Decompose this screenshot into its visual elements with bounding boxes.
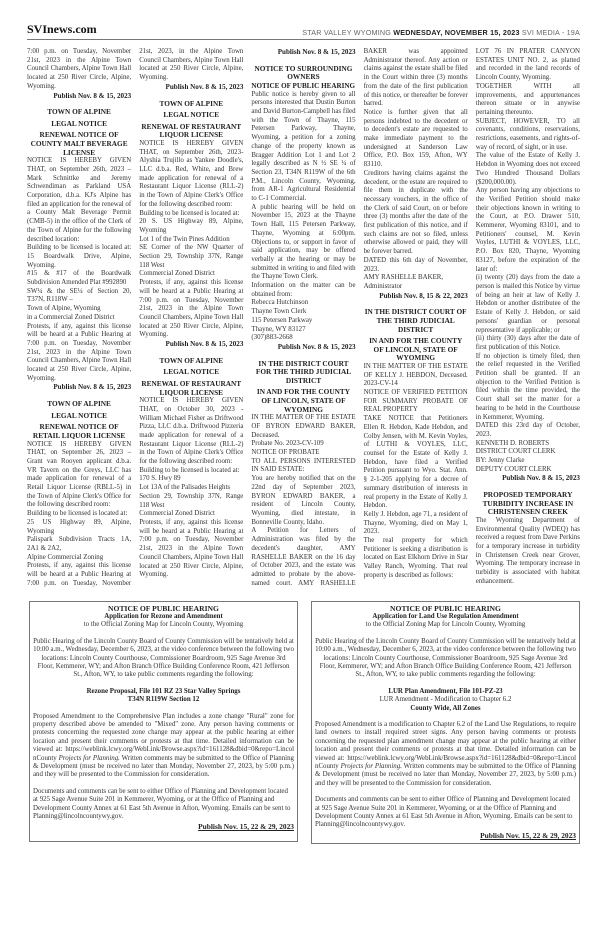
body-text-2: Written comments may be submitted to the Office of Planning & Development (must be received no later than Monday, November 27, 2023, by 5:00 p.m.) and they will be presented to the Commission for consideration. (315, 763, 576, 787)
notice-paragraph: The value of the Estate of Kelly J. Hebdon in Wyoming does not exceed Two Hundred Thousand Dollars ($200,000.00). (475, 152, 580, 186)
notice-paragraph: NOTICE OF VERIFIED PETITION FOR SUMMARY PROBATE OF REAL PROPERTY (363, 389, 468, 414)
notice-heading: TOWN OF ALPINE (47, 107, 111, 117)
notice-paragraph: 20 S. US Highway 89, Alpine, Wyoming (139, 218, 244, 234)
notice-paragraph: KENNETH D. ROBERTS (475, 439, 550, 447)
spacer (33, 705, 294, 713)
notice-paragraph: The real property for which Petitioner is seeking a distribution is located on East Elkhorn Drive in Star Valley Ranch, Wyoming. That real property is described as follows: (363, 537, 468, 579)
box-title: NOTICE OF PUBLIC HEARING (108, 603, 219, 613)
notice-paragraph: (i) twenty (20) days from the date a person is mailed this Notice by virtue of being an heir at law of Kelly J. Hebdon or another distributee of the Estate of Kelly J. Hebdon, or said persons' guardian or personal representative if applicable; or (475, 274, 580, 334)
notice-paragraph: Probate No. 2023-CV-109 (251, 440, 324, 448)
notice-paragraph: #15 & #17 of the Boardwalk Subdivision Amended Plat #992890 (27, 270, 132, 287)
notice-paragraph: Commercial Zoned District (139, 510, 215, 518)
publish-dates: Publish Nov. 8 & 15, 2023 (277, 48, 356, 56)
notice-paragraph: SW¼ & the SE¼ of Section 20, T37N, R118W – (27, 287, 132, 304)
spacer (315, 680, 576, 688)
notice-heading: RENEWAL OF RESTAURANT LIQUOR LICENSE (141, 378, 242, 397)
notice-paragraph: Alpine Commercial Zoning (27, 553, 104, 561)
notice-paragraph: Building to be licensed is located at: 15 Boardwalk Drive, Alpine, Wyoming. (27, 244, 132, 269)
notice-paragraph: Palispark Subdivision Tracts 1A, 2A1 & 2A2, (27, 536, 132, 552)
notice-paragraph: 7:00 p.m. on Tuesday, November 21st, 2023 in the Alpine Town Council Chambers, Alpine Town Hall located at 250 River Circle, Alpine, Wyoming. (27, 48, 132, 90)
notice-paragraph: Protests, if any, against this license will be heard at a Public Hearing at 7:00 p.m. on Tuesday, November 21st, 2023 in the Alpine Town Council Chambers, Alpine Town Hall located at 250 River Circle, Alpine, Wyoming. (139, 518, 244, 579)
publish-dates: Publish Nov. 15, 22 & 29, 2023 (198, 822, 294, 832)
notice-paragraph: NOTICE OF PROBATE (251, 449, 320, 457)
notice-heading: RENEWAL NOTICE OF COUNTY MALT BEVERAGE LICENSE (30, 130, 128, 157)
notice-paragraph: NOTICE IS HEREBY GIVEN THAT, on September 26th, 2023 –Mark Schnittke and Jeremy Schwendiman as Parkland USA Corporation, d.b.a. KJ's Alpine has filed an application for the renewal of a County Malt Beverage Permit (CMB-5) in the office of the Clerk of the Town of Alpine for the following described location: (27, 157, 132, 243)
issue-date: WEDNESDAY, NOVEMBER 15, 2023 (393, 28, 520, 37)
notice-paragraph: AMY RASHELLE BAKER, (363, 274, 444, 282)
spacer (315, 630, 576, 638)
notice-paragraph: DATED this 23rd day of October, 2023. (475, 422, 580, 438)
notice-paragraph: If no objection is timely filed, then the relief requested in the Verified Petition shall be granted. If an objection to the Verified Petition is filed within the time provided, the Court shall set the matter for a hearing to be held in the Courthouse in Kemmerer, Wyoming. (475, 352, 580, 421)
notice-paragraph: Creditors having claims against the decedent, or the estate are required to file them in duplicate with the necessary vouchers, in the office of the Clerk of said Court, on or before three (3) months after the date of the first publication of this notice, and if such claims are not so filed, unless otherwise allowed or paid, they will be forever barred. (363, 169, 468, 256)
proposal-body (315, 721, 576, 788)
notice-paragraph: Any person having any objections to the Verified Petition should make their objections known in writing to the Court, at P.O. Drawer 510, Kemmerer, Wyoming 83101, and to Petitioners' counsel, M. Kevin Voyles, LUTHI & VOYLES, LLC, P.O. Box 820, Thayne, Wyoming 83127, before the expiration of the later of: (475, 187, 580, 273)
notice-paragraph: NOTICE IS HEREBY GIVEN THAT, on September 26th, 2023- Alyshia Trujillo as Yankee Doodle's, LLC d.b.a. Red, White, and Brew made application for renewal of a Restaurant Liquor License (RLL-2) in the Town of Alpine Clerk's Office for the following described room: (139, 139, 244, 208)
legal-notice (476, 491, 580, 586)
notice-paragraph: TOGETHER WITH all improvements, and appurtenances thereon situate or in anywise pertaining thereunto. (475, 82, 580, 116)
notice-paragraph: You are hereby notified that on the 22nd day of September 2023, BYRON EDWARD BAKER, a resident of Lincoln County, Wyoming, died intestate, in Bonneville County, Idaho. (251, 475, 356, 526)
notice-paragraph: 25 US Highway 89, Alpine, Wyoming (27, 518, 132, 535)
notice-paragraph: Kelly J. Hebdon, age 71, a resident of Thayne, Wyoming, died on May 1, 2023. (363, 510, 468, 536)
notice-paragraph: TAKE NOTICE that Petitioners Ellen R. Hebdon, Kade Hebdon, and Colby Jensen, with M. Kevin Voyles, of LUTHI & VOYLES, LLC, counsel for the Estate of Kelly J. Hebdon, have filed a Verified Petition pursuant to Wyo. Stat. Ann. § 2-1-205 applying for a decree of summary distribution of interests in real property in the Estate of Kelly J. Hebdon. (363, 415, 468, 510)
notice-paragraph: SUBJECT, HOWEVER, TO all covenants, conditions, reservations, restrictions, easements, and rights-of-way of record, of sight, or in use. (475, 117, 580, 151)
notice-paragraph: A public hearing will be held on November 15, 2023 at the Thayne Town Hall, 115 Petersen Parkway, Thayne, Wyoming at 6:00pm. Objections to, or support in favor of said application, may be offered verbally at the hearing or may be submitted in writing to and filed with the Thayne Town Clerk. (251, 203, 356, 281)
notice-paragraph: Thayne Town Clerk (251, 308, 307, 316)
notice-heading: LEGAL NOTICE (163, 367, 220, 377)
notice-paragraph: Protests, if any, against this license will be heard at a Public Hearing at 7:00 p.m. on Tuesday, November 21st, 2023, in the Alpine Town Council Chambers, Alpine Town Hall located at 250 River Circle, Alpine, Wyoming. (27, 48, 244, 587)
notice-paragraph: A Petition for Letters of Administration was filed by the decedent's daughter, AMY RASHELLE BAKER on the 16 day of October 2023, and the estate was admitted to probate by the above-named court. AMY RASHELLE BAKER was appointed Administrator thereof. Any action or claims against the estate shall be filed in the Court within three (3) months from the date of the first publication of this notice, or thereafter be forever barred. (251, 48, 468, 587)
notice-paragraph: Lot 1 of the Twin Pines Addition (139, 235, 230, 243)
weblink-url[interactable]: https://weblink.lcwy.org/WebLink/Browse.aspx?id=161128&dbid=0&repo=LincolnCounty (315, 754, 576, 770)
notice-paragraph: BY: Jenny Clarke (475, 457, 525, 465)
publish-dates: Publish Nov. 8 & 15, 2023 (165, 82, 244, 91)
proposal-line: T34N R119W Section 12 (127, 696, 200, 704)
notice-heading: TOWN OF ALPINE (159, 98, 224, 108)
contact-info: Documents and comments can be sent to either Office of Planning and Development located at 925 Sage Avenue Suite 201 in Kemmerer, Wyoming, or at the Office of Planning and Development County Annex at 61 East 5th Avenue in Afton, Wyoming. Emails can be sent to Planning@lincolncountywy.gov. (315, 796, 573, 829)
proposal-line: LUR Amendment - Modification to Chapter 6.2 (379, 696, 512, 704)
notice-paragraph: 115 Petersen Parkway (251, 316, 313, 324)
notice-heading: IN AND FOR THE COUNTY OF LINCOLN, STATE OF WYOMING (369, 336, 463, 363)
notice-paragraph: Thayne, WY 83127 (251, 325, 306, 333)
legal-notice (251, 65, 355, 352)
notice-heading: IN THE DISTRICT COURT FOR THE THIRD JUDICIAL DISTRICT (255, 358, 352, 385)
notice-paragraph: Protests, if any, against this license will be heard at a Public Hearing at 7:00 p.m. on Tuesday, November 21st, 2023 in the Alpine Town Council Chambers, Alpine Town Hall located at 250 River Circle, Alpine, Wyoming. (27, 322, 132, 382)
notice-paragraph: Building to be licensed is located at: (139, 466, 240, 474)
hearing-intro: Public Hearing of the Lincoln County Board of County Commission will be tentatively held at 10:00 a.m., Wednesday, December 6, 2023, at the video conference between the following two locations: Lincoln County Courthouse, Commissioner Boardroom, 925 Sage Avenue 3rd Floor, Kemmerer, WY; and Afton Branch Office Building Conference Room, 421 Jefferson St., Afton, WY, to take public comments regarding the following: (315, 637, 576, 679)
publish-dates: Publish Nov. 8 & 15, 2023 (165, 340, 244, 349)
notice-paragraph: Building to be licensed is located at: (139, 209, 240, 217)
notice-paragraph: DEPUTY COURT CLERK (475, 465, 552, 473)
legal-notice (27, 48, 131, 100)
notice-paragraph: in a Commercial Zoned District (27, 313, 115, 321)
body-text-2: Written comments may be submitted to the Office of Planning & Development (must be received no later than Monday, November 27, 2023, by 5:00 p.m.) and they will be presented to the Commission for consideration. (33, 754, 294, 779)
legal-notice (139, 100, 243, 349)
notice-paragraph: DISTRICT COURT CLERK (475, 448, 556, 456)
notice-paragraph: Public notice is hereby given to all persons interested that Dustin Burton and David Burton-Campbell has filed with the Town of Thayne, 115 Petersen Parkway, Thayne, Wyoming, a petition for a zoning change of the property known as Bragger Addition Lot 1 and Lot 2 legally described as N ½ SE ¼ of Section 23, T34N R119W of the 6th P.M., Lincoln County, Wyoming, from AR-1 Agricultural Residential to C-1 Commercial. (251, 90, 356, 203)
legal-notices-columns (27, 48, 580, 589)
notice-paragraph: SE Corner of the NW Quarter of Section 29, Township 37N, Range 118 West (139, 244, 244, 269)
notice-paragraph: Administrator (363, 282, 403, 290)
notice-paragraph: Rebecca Hutchinson (251, 299, 309, 307)
edition-line (302, 28, 580, 37)
notice-paragraph: (ii) thirty (30) days after the date of first publication of this Notice. (475, 335, 580, 351)
weblink-url[interactable]: https://weblink.lcwy.org/WebLink/Browse.aspx?id=161128&dbid=0&repo=LincolnCounty (33, 746, 294, 762)
page-header (27, 22, 580, 40)
notice-heading: RENEWAL OF RESTAURANT LIQUOR LICENSE (141, 121, 242, 140)
notice-paragraph: IN THE MATTER OF THE ESTATE OF BYRON EDWARD BAKER, Deceased. (251, 414, 356, 439)
notice-paragraph: NOTICE IS HEREBY GIVEN THAT, on September 26, 2023 – Grant van Rooyen applicant d.b.a. VR Tavern on the Greys, LLC has made application for renewal of a Retail Liquor License (RBLL-5) in the Town of Alpine Clerk's Office for the following described room: (27, 440, 132, 509)
publish-dates: Publish Nov. 15, 22 & 29, 2023 (480, 830, 576, 840)
box-subtitle-2: to the Official Zoning Map for Lincoln County, Wyoming (83, 621, 244, 629)
publish-dates: Publish Nov. 8, 15 & 22, 2023 (379, 291, 468, 300)
contact-info: Documents and comments can be sent to either Office of Planning and Development located at 925 Sage Avenue Suite 201 in Kemmerer, Wyoming, or at the Office of Planning and Development County Annex at 61 East 5th Avenue in Afton, Wyoming. Emails can be sent to Planning@lincolncountywy.gov. (33, 787, 291, 821)
notice-heading: TOWN OF ALPINE (159, 355, 224, 365)
spacer (33, 780, 294, 788)
notice-paragraph: Protests, if any, against this license will be heard at a Public Hearing at 7:00 p.m. on Tuesday, November 21st, 2023 in the Alpine Town Council Chambers, Alpine Town Hall located at 250 River Circle, Alpine, Wyoming. (139, 279, 244, 339)
lur-amendment-hearing-notice (311, 601, 580, 845)
notice-paragraph: The Wyoming Department of Environmental Quality (WDEQ) has received a request from Dave Perkins for a temporary increase in turbidity in Christensen Creek near Grover, Wyoming. The temporary increase in turbidity is associated with habitat enhancement. (475, 516, 580, 585)
notice-paragraph: Section 29, Township 37N, Range 118 West (139, 492, 244, 509)
publish-dates: Publish Nov. 8 & 15, 2023 (502, 474, 580, 483)
notice-heading: RENEWAL NOTICE OF RETAIL LIQUOR LICENSE (32, 422, 126, 440)
publish-dates: Publish Nov. 8 & 15, 2023 (53, 383, 132, 392)
site-name[interactable]: SVInews.com (27, 22, 97, 36)
notice-paragraph: Information on the matter can be obtained from: (251, 282, 356, 298)
notice-heading: NOTICE TO SURROUNDING OWNERS (254, 63, 353, 82)
spacer (315, 713, 576, 721)
proposal-line: Rezone Proposal, File 101 RZ 23 Star Valley Springs (86, 687, 241, 695)
projects-link[interactable]: Projects for Planning. (340, 763, 402, 770)
notice-heading: LEGAL NOTICE (51, 410, 107, 420)
spacer (315, 788, 576, 796)
legal-notice (27, 108, 131, 392)
publish-dates: Publish Nov. 8 & 15, 2023 (277, 342, 356, 351)
notice-paragraph: Notice is further given that all persons indebted to the decedent or to decedent's estate are requested to make immediate payment to the undersigned at Sanderson Law Office, P.O. Box 159, Afton, WY 83110. (363, 108, 468, 169)
notice-paragraph: Commercial Zoned District (139, 270, 215, 278)
region: STAR VALLEY WYOMING (302, 28, 392, 37)
body-text: Proposed Amendment to the Comprehensive Plan includes a zone change "Rural" zone for property described above be amended to "Mixed" zone. Any person having comments or protests concerning the requested zone change may appear at the public hearing at either location and present their comments or protests at that time. Detailed information can be viewed at: (33, 712, 294, 754)
notice-heading: TOWN OF ALPINE (47, 399, 111, 409)
notice-heading: LEGAL NOTICE (51, 118, 107, 128)
notice-paragraph: NOTICE IS HEREBY GIVEN THAT, on October 30, 2023 - William Michael Fisher as Driftwood Pizza, LLC d.b.a. Driftwood Pizzeria made application for renewal of a Restaurant Liquor License (RLL-2) in the Town of Alpine Clerk's Office for the following described room: (139, 397, 244, 466)
notice-paragraph: TO ALL PERSONS INTERESTED IN SAID ESTATE: (251, 457, 356, 474)
box-subtitle: Application for Land Use Regulation Amendment (372, 612, 519, 620)
notice-paragraph: LOT 76 IN PRATER CANYON ESTATES UNIT NO. 2, as platted and recorded in the land records of Lincoln County, Wyoming. (475, 48, 580, 82)
page-number: SVI MEDIA - 19A (521, 28, 580, 37)
notice-heading: IN THE DISTRICT COURT OF THE THIRD JUDICIAL DISTRICT (364, 307, 467, 334)
spacer (33, 680, 294, 688)
boxed-notices (29, 601, 580, 845)
publish-dates: Publish Nov. 8 & 15, 2023 (53, 91, 132, 100)
notice-paragraph: Town of Alpine, Wyoming (27, 305, 101, 313)
hearing-intro: Public Hearing of the Lincoln County Board of County Commission will be tentatively held at 10:00 a.m., Wednesday, December 6, 2023, at the video conference between the following two locations: Lincoln County Courthouse, Commissioner Boardroom, 925 Sage Avenue 3rd Floor, Kemmerer, WY; and Afton Branch Office Building Conference Room, 421 Jefferson St., Afton, WY, to take public comments regarding the following: (33, 637, 294, 679)
notice-paragraph: 170 S. Hwy 89 (139, 475, 181, 483)
notice-subheading: NOTICE OF PUBLIC HEARING (251, 81, 355, 90)
notice-heading: LEGAL NOTICE (163, 110, 220, 120)
notice-heading: PROPOSED TEMPORARY TURBIDITY INCREASE IN CHRISTENSEN CREEK (482, 490, 574, 517)
proposal-line: LUR Plan Amendment, File 101-PZ-23 (388, 687, 503, 695)
rezone-hearing-notice (29, 601, 298, 842)
body-text: Proposed Amendment is a modification to Chapter 6.2 of the Land Use Regulations, to require land owners to install required street signs. Any person having comments or protests concerning the requested plan amendment change may appear at the public hearing at either location and present their comments or protests at that time. Detailed information can be viewed at: (315, 720, 576, 762)
box-subtitle-2: to the Official Zoning Map for Lincoln County, Wyoming (365, 621, 526, 629)
proposal-line: County Wide, All Zones (410, 704, 481, 712)
spacer (33, 630, 294, 638)
box-title: NOTICE OF PUBLIC HEARING (390, 603, 501, 613)
notice-paragraph: (307)883-2668 (251, 334, 293, 342)
projects-link[interactable]: Projects for Planning. (58, 754, 120, 762)
notice-paragraph: IN THE MATTER OF THE ESTATE OF KELLY J. HEBDON, Deceased. 2023-CV-14 (363, 362, 468, 388)
notice-paragraph: Building to be licensed is located at: (27, 510, 128, 518)
box-subtitle: Application for Rezone and Amendment (104, 612, 223, 620)
proposal-body (33, 713, 294, 780)
notice-paragraph: Lot 13A of the Palisades Heights (139, 484, 231, 492)
notice-paragraph: DATED this 6th day of November, 2023. (363, 256, 468, 273)
notice-heading: IN AND FOR THE COUNTY OF LINCOLN, STATE OF WYOMING (256, 387, 351, 414)
